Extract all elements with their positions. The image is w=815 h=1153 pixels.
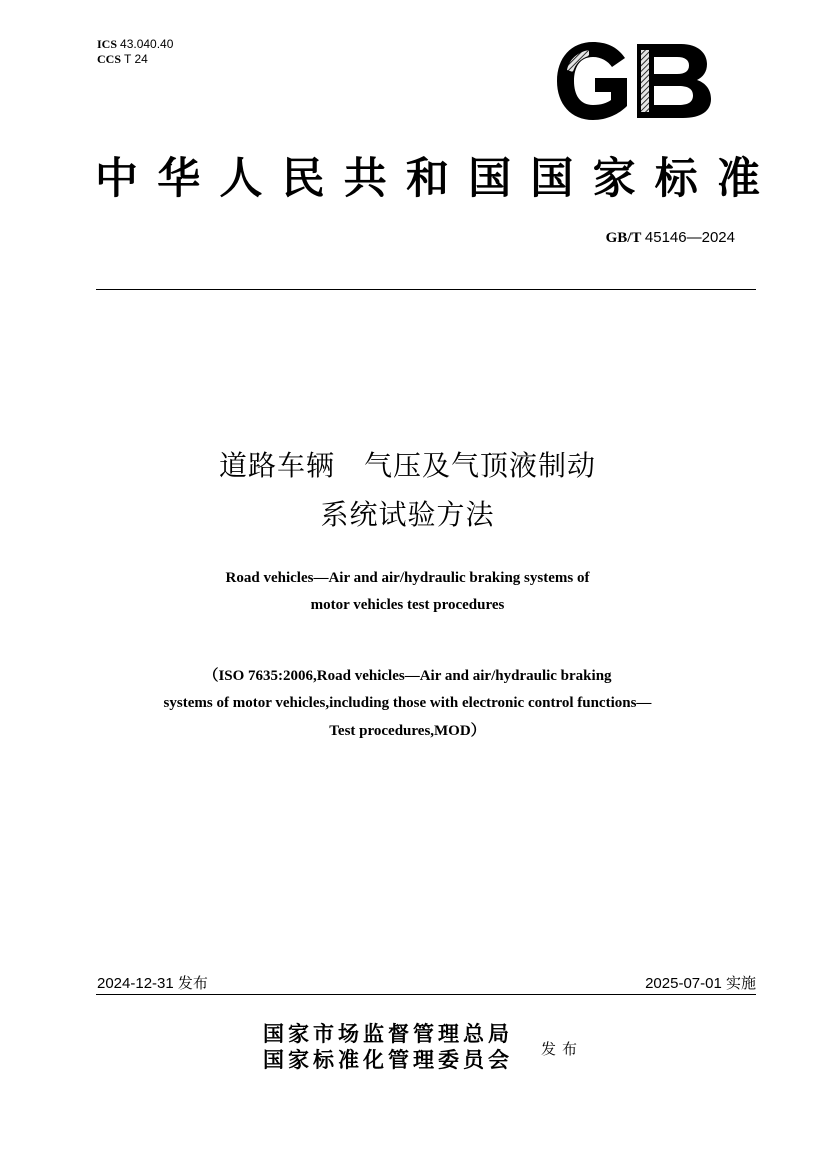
implement-date xyxy=(645,972,756,993)
publish-label: 发布 xyxy=(541,1040,584,1058)
standard-code: 45146—2024 xyxy=(644,229,735,246)
title-en-line2: motor vehicles test procedures xyxy=(310,597,505,613)
title-zh-line1: 道路车辆 气压及气顶液制动 xyxy=(218,449,596,482)
header-divider xyxy=(96,289,756,290)
national-standard-title: 中华人民共和国国家标准 xyxy=(95,154,760,204)
standard-number xyxy=(606,229,735,247)
ics-label: ICS xyxy=(97,37,118,51)
title-en-line1: Road vehicles—Air and air/hydraulic braking systems of xyxy=(225,570,590,586)
standard-prefix: GB/T xyxy=(605,230,642,246)
gb-logo-icon xyxy=(553,40,715,122)
ics-value: 43.040.40 xyxy=(120,37,174,51)
issuing-authorities xyxy=(263,1021,513,1073)
issue-date xyxy=(97,972,208,993)
issue-date-label: 发布 xyxy=(177,975,208,992)
ccs-label: CCS xyxy=(97,52,122,66)
iso-reference-line3: Test procedures,MOD） xyxy=(329,723,486,739)
ccs-value: T 24 xyxy=(124,52,148,66)
issue-date-value: 2024-12-31 xyxy=(97,975,174,992)
issuer-samr: 国家市场监督管理总局 xyxy=(263,1021,513,1046)
issuer-sac: 国家标准化管理委员会 xyxy=(263,1047,513,1072)
ccs-code xyxy=(97,52,173,67)
iso-reference-line2: systems of motor vehicles,including those with electronic control functions— xyxy=(163,695,652,711)
footer-divider xyxy=(96,994,756,995)
ics-code xyxy=(97,37,173,52)
implement-date-label: 实施 xyxy=(725,975,756,992)
title-zh-line2: 系统试验方法 xyxy=(320,498,495,531)
implement-date-value: 2025-07-01 xyxy=(645,975,722,992)
classification-codes xyxy=(97,37,173,67)
iso-reference-line1: （ISO 7635:2006,Road vehicles—Air and air/hydraulic braking xyxy=(203,668,612,684)
